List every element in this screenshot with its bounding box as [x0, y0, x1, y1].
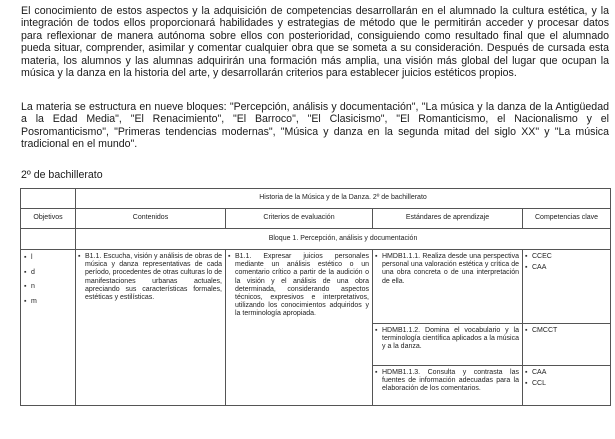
header-contenidos: Contenidos	[76, 209, 226, 229]
list-item: ▪ l	[24, 254, 75, 269]
estandar-cell	[373, 366, 523, 406]
block-spacer	[21, 229, 76, 250]
competencia-code: CCL	[532, 380, 547, 388]
section-heading: 2º de bachillerato	[21, 169, 103, 181]
competencia-code: CAA	[532, 264, 547, 272]
estandar-text: HMDB1.1.1. Realiza desde una perspectiva personal una valoración estética y crítica de una obra concreta o de una interpretación de ella.	[382, 253, 519, 285]
bullet-icon: ▪	[375, 253, 378, 260]
bullet-icon: ▪	[525, 253, 528, 260]
intro-paragraph-2: La materia se estructura en nueve bloques: "Percepción, análisis y documentación", "La música y la danza de la Antigüedad a la Edad Media", "El Renacimiento", "El Barroco", "El Clasicismo", "El Romanticismo, el Nacionalismo y el Posromanticismo", "Primeras tendencias modernas", "Música y danza en la segunda mitad del siglo XX" y "La música tradicional en el mundo".	[21, 101, 609, 151]
curriculum-table	[20, 188, 611, 406]
competencias-cell	[523, 366, 611, 406]
list-item: ▪ n	[24, 283, 75, 298]
bullet-icon: ▪	[525, 264, 528, 272]
table-title-spacer	[21, 189, 76, 209]
header-estandares: Estándares de aprendizaje	[373, 209, 523, 229]
objetivos-cell	[21, 250, 76, 406]
bullet-icon: ▪	[24, 283, 27, 290]
objetivos-list	[21, 250, 75, 312]
table-title: Historia de la Música y de la Danza. 2º de bachillerato	[76, 189, 611, 209]
criterio-text: B1.1. Expresar juicios personales mediante un análisis estético o un comentario crítico a partir de la audición o la visión y el análisis de una obra determinada, considerando aspectos técnicos, expresivos e interpretativos, utilizando los conocimientos adquiridos y la terminología apropiada.	[235, 253, 369, 318]
contenidos-cell	[76, 250, 226, 406]
header-objetivos: Objetivos	[21, 209, 76, 229]
contenido-text: B1.1. Escucha, visión y análisis de obras de música y danza representativas de cada período, procedentes de otras culturas lo de manifestaciones urbanas actuales, apreciando sus características formales, estéticas y estilísticas.	[85, 253, 222, 302]
bullet-icon: ▪	[24, 254, 27, 261]
bullet-icon: ▪	[375, 327, 378, 334]
bullet-icon: ▪	[525, 380, 528, 388]
competencia-code: CAA	[532, 369, 547, 376]
header-competencias: Competencias clave	[523, 209, 611, 229]
bullet-icon: ▪	[78, 253, 81, 260]
block-title: Bloque 1. Percepción, análisis y documentación	[76, 229, 611, 250]
competencia-code: CMCCT	[532, 327, 558, 334]
estandar-text: HDMB1.1.3. Consulta y contrasta las fuentes de información adecuadas para la elaboración de los comentarios.	[382, 369, 519, 393]
bullet-icon: ▪	[24, 297, 27, 305]
bullet-icon: ▪	[525, 369, 528, 376]
competencias-cell	[523, 250, 611, 324]
bullet-icon: ▪	[525, 327, 528, 334]
list-item: ▪ d	[24, 269, 75, 284]
estandar-cell	[373, 324, 523, 366]
header-criterios: Criterios de evaluación	[226, 209, 373, 229]
bullet-icon: ▪	[228, 253, 231, 260]
list-item: ▪ m	[24, 298, 75, 313]
bullet-icon: ▪	[375, 369, 378, 376]
table-row	[21, 250, 611, 324]
criterios-cell	[226, 250, 373, 406]
bullet-icon: ▪	[24, 268, 27, 276]
competencia-code: CCEC	[532, 253, 552, 260]
intro-paragraph-1: El conocimiento de estos aspectos y la adquisición de competencias desarrollarán en el alumnado la cultura estética, y la integración de todos ellos proporcionará habilidades y estrategias de método que le permitirán acceder y procesar datos para reflexionar de manera autónoma sobre ellos con posterioridad, consiguiendo como resultado final que el alumnado pueda situar, comprender, asimilar y comentar cualquier obra que se someta a su consideración. Después de cursada esta materia, los alumnos y las alumnas adquirirán una formación más amplia, una visión más global del lugar que ocupan la música y la danza en la historia del arte, y desarrollarán criterios para establecer juicios estéticos propios.	[21, 5, 609, 80]
competencias-cell	[523, 324, 611, 366]
estandar-cell	[373, 250, 523, 324]
estandar-text: HDMB1.1.2. Domina el vocabulario y la terminología científica aplicados a la música y a la danza.	[382, 327, 519, 351]
